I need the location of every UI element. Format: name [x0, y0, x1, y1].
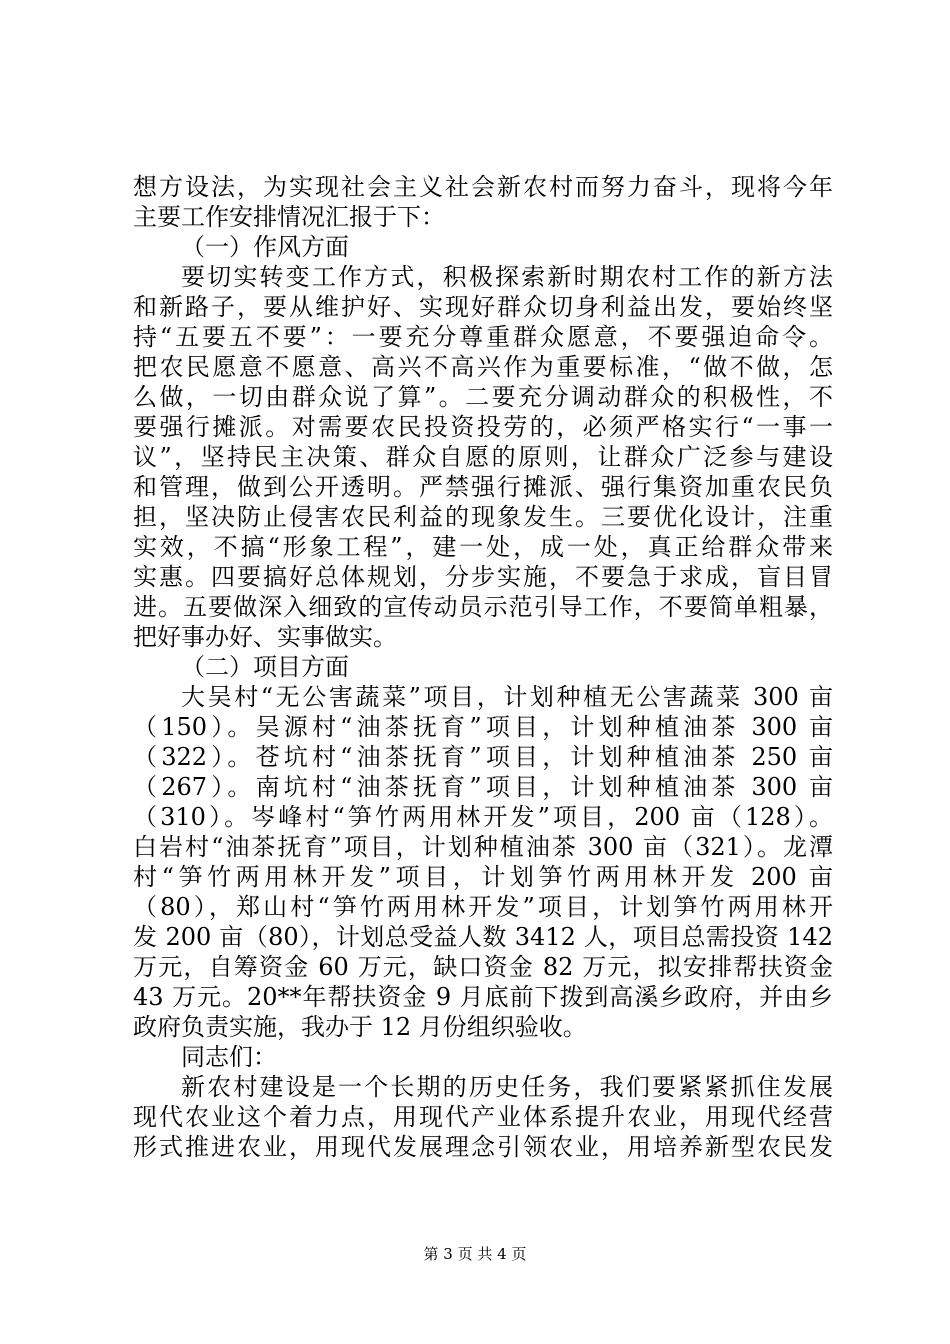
text-line: 要切实转变工作方式，积极探索新时期农村工作的新方法 — [181, 263, 833, 291]
text-line: 万元，自筹资金 60 万元，缺口资金 82 万元，拟安排帮扶资金 — [133, 953, 833, 981]
text-line: 43 万元。20**年帮扶资金 9 月底前下拨到高溪乡政府，并由乡 — [133, 983, 833, 1011]
section-heading-projects: （二）项目方面 — [181, 653, 349, 681]
text-line: 和新路子，要从维护好、实现好群众切身利益出发，要始终坚 — [133, 293, 833, 321]
text-line: 担，坚决防止侵害农民利益的现象发生。三要优化设计，注重 — [133, 503, 833, 531]
text-line: 议”，坚持民主决策、群众自愿的原则，让群众广泛参与建设 — [133, 443, 833, 471]
text-line: 白岩村“油茶抚育”项目，计划种植油茶 300 亩（321）。龙潭 — [133, 833, 833, 861]
salutation: 同志们： — [181, 1043, 277, 1071]
text-line: 要强行摊派。对需要农民投资投劳的，必须严格实行“一事一 — [133, 413, 833, 441]
text-line: 村“笋竹两用林开发”项目，计划笋竹两用林开发 200 亩 — [133, 863, 833, 891]
text-line: 把农民愿意不愿意、高兴不高兴作为重要标准，“做不做，怎 — [133, 353, 833, 381]
text-line: 和管理，做到公开透明。严禁强行摊派、强行集资加重农民负 — [133, 473, 833, 501]
text-line: 发 200 亩（80），计划总受益人数 3412 人，项目总需投资 142 — [133, 923, 833, 951]
text-line: 大吴村“无公害蔬菜”项目，计划种植无公害蔬菜 300 亩 — [181, 683, 833, 711]
text-line: 想方设法，为实现社会主义社会新农村而努力奋斗，现将今年 — [133, 173, 833, 201]
text-line: 政府负责实施，我办于 12 月份组织验收。 — [133, 1013, 587, 1041]
text-line: 现代农业这个着力点，用现代产业体系提升农业，用现代经营 — [133, 1103, 833, 1131]
text-line: （267）。南坑村“油茶抚育”项目，计划种植油茶 300 亩 — [133, 773, 833, 801]
text-line: 把好事办好、实事做实。 — [133, 623, 397, 651]
page-number-footer: 第 3 页 共 4 页 — [423, 1245, 527, 1263]
text-line: 新农村建设是一个长期的历史任务，我们要紧紧抓住发展 — [181, 1073, 833, 1101]
text-line: 主要工作安排情况汇报于下： — [133, 203, 445, 231]
document-body — [133, 172, 833, 1162]
text-line: 持“五要五不要”：一要充分尊重群众愿意，不要强迫命令。 — [133, 323, 833, 351]
text-line: 进。五要做深入细致的宣传动员示范引导工作，不要简单粗暴， — [133, 593, 833, 621]
text-line: 么做，一切由群众说了算”。二要充分调动群众的积极性，不 — [133, 383, 833, 411]
text-line: （322）。苍坑村“油茶抚育”项目，计划种植油茶 250 亩 — [133, 743, 833, 771]
text-line: 实效，不搞“形象工程”，建一处，成一处，真正给群众带来 — [133, 533, 833, 561]
section-heading-style: （一）作风方面 — [181, 233, 349, 261]
text-line: （80），郑山村“笋竹两用林开发”项目，计划笋竹两用林开 — [133, 893, 833, 921]
text-line: （310）。岑峰村“笋竹两用林开发”项目，200 亩（128）。 — [133, 803, 833, 831]
text-line: 实惠。四要搞好总体规划，分步实施，不要急于求成，盲目冒 — [133, 563, 833, 591]
text-line: 形式推进农业，用现代发展理念引领农业，用培养新型农民发 — [133, 1133, 833, 1161]
text-line: （150）。吴源村“油茶抚育”项目，计划种植油茶 300 亩 — [133, 713, 833, 741]
